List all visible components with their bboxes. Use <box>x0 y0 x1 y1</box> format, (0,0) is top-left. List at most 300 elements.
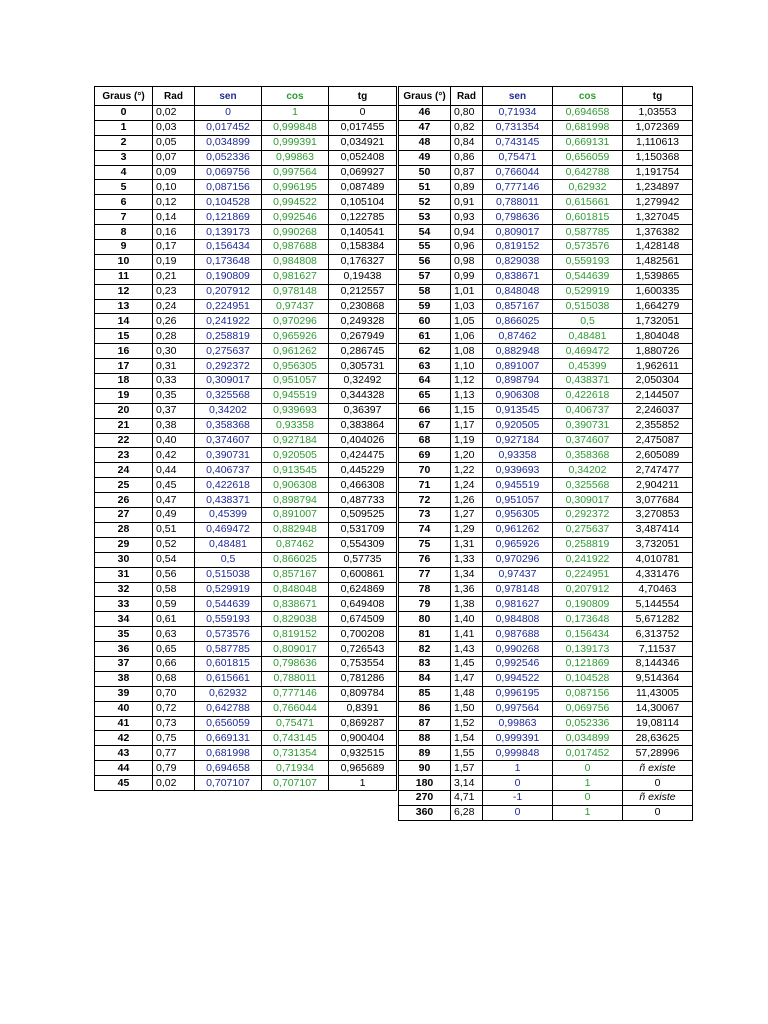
trig-table-right <box>398 86 693 821</box>
cell-cos: 0,981627 <box>262 269 329 284</box>
cell-sen: 0,951057 <box>483 493 553 508</box>
table-row <box>95 269 397 284</box>
cell-cos: 0,573576 <box>553 240 623 255</box>
cell-cos: 0,207912 <box>553 582 623 597</box>
cell-tg: 0,445229 <box>329 463 397 478</box>
cell-tg: 2,475087 <box>623 433 693 448</box>
cell-tg: 0,809784 <box>329 686 397 701</box>
cell-degrees: 89 <box>399 746 451 761</box>
cell-rad: 1,36 <box>451 582 483 597</box>
cell-degrees: 74 <box>399 522 451 537</box>
cell-tg: 57,28996 <box>623 746 693 761</box>
cell-rad: 0,58 <box>153 582 195 597</box>
header-rad: Rad <box>451 87 483 106</box>
cell-degrees: 13 <box>95 299 153 314</box>
cell-cos: 0,829038 <box>262 612 329 627</box>
cell-degrees: 58 <box>399 284 451 299</box>
cell-sen: 0,121869 <box>195 210 262 225</box>
cell-degrees: 30 <box>95 552 153 567</box>
cell-degrees: 40 <box>95 701 153 716</box>
cell-sen: 0,156434 <box>195 240 262 255</box>
table-row <box>95 359 397 374</box>
cell-tg: 1,191754 <box>623 165 693 180</box>
cell-sen: 0,819152 <box>483 240 553 255</box>
cell-sen: 0,990268 <box>483 642 553 657</box>
table-row <box>95 493 397 508</box>
cell-cos: 0,34202 <box>553 463 623 478</box>
cell-tg: 2,355852 <box>623 418 693 433</box>
cell-sen: 0,529919 <box>195 582 262 597</box>
cell-sen: 0,469472 <box>195 522 262 537</box>
cell-sen: 0,587785 <box>195 642 262 657</box>
cell-tg: 1,110613 <box>623 135 693 150</box>
cell-cos: 0,642788 <box>553 165 623 180</box>
cell-sen: 0,984808 <box>483 612 553 627</box>
cell-cos: 0,848048 <box>262 582 329 597</box>
table-row <box>95 418 397 433</box>
cell-rad: 1,31 <box>451 537 483 552</box>
cell-rad: 0,12 <box>153 195 195 210</box>
cell-degrees: 21 <box>95 418 153 433</box>
cell-cos: 0,87462 <box>262 537 329 552</box>
cell-tg: 0,087489 <box>329 180 397 195</box>
cell-tg: 19,08114 <box>623 716 693 731</box>
cell-cos: 0,587785 <box>553 225 623 240</box>
cell-sen: 0,981627 <box>483 597 553 612</box>
cell-cos: 0,669131 <box>553 135 623 150</box>
cell-sen: 0,669131 <box>195 731 262 746</box>
cell-degrees: 47 <box>399 120 451 135</box>
cell-cos: 0,406737 <box>553 403 623 418</box>
cell-tg: 0,900404 <box>329 731 397 746</box>
cell-cos: 0,992546 <box>262 210 329 225</box>
cell-rad: 1,54 <box>451 731 483 746</box>
table-row <box>95 746 397 761</box>
cell-rad: 0,30 <box>153 344 195 359</box>
cell-cos: 0,052336 <box>553 716 623 731</box>
cell-cos: 0,601815 <box>553 210 623 225</box>
cell-degrees: 63 <box>399 359 451 374</box>
cell-degrees: 48 <box>399 135 451 150</box>
cell-tg: 0,212557 <box>329 284 397 299</box>
cell-cos: 0,45399 <box>553 359 623 374</box>
cell-cos: 0,469472 <box>553 344 623 359</box>
cell-degrees: 42 <box>95 731 153 746</box>
cell-cos: 1 <box>553 805 623 820</box>
cell-sen: 0,190809 <box>195 269 262 284</box>
cell-degrees: 62 <box>399 344 451 359</box>
cell-cos: 0,034899 <box>553 731 623 746</box>
cell-degrees: 79 <box>399 597 451 612</box>
cell-tg: 0,965689 <box>329 761 397 776</box>
cell-tg: 2,144507 <box>623 388 693 403</box>
cell-tg: 0,753554 <box>329 656 397 671</box>
table-row <box>399 627 693 642</box>
table-row <box>399 448 693 463</box>
cell-cos: 0,292372 <box>553 508 623 523</box>
cell-sen: 0,93358 <box>483 448 553 463</box>
cell-sen: 0,224951 <box>195 299 262 314</box>
table-row <box>95 433 397 448</box>
cell-degrees: 46 <box>399 106 451 121</box>
cell-rad: 1,47 <box>451 671 483 686</box>
cell-cos: 0,374607 <box>553 433 623 448</box>
cell-cos: 0,156434 <box>553 627 623 642</box>
cell-sen: 0,069756 <box>195 165 262 180</box>
cell-rad: 0,61 <box>153 612 195 627</box>
cell-rad: 0,28 <box>153 329 195 344</box>
cell-degrees: 27 <box>95 508 153 523</box>
cell-tg: 11,43005 <box>623 686 693 701</box>
cell-degrees: 73 <box>399 508 451 523</box>
table-row <box>399 403 693 418</box>
cell-rad: 1,08 <box>451 344 483 359</box>
table-row <box>399 284 693 299</box>
table-row <box>95 508 397 523</box>
cell-rad: 0,94 <box>451 225 483 240</box>
table-row <box>399 805 693 820</box>
cell-cos: 0,173648 <box>553 612 623 627</box>
cell-tg: 1,072369 <box>623 120 693 135</box>
cell-rad: 0,75 <box>153 731 195 746</box>
cell-sen: 0,422618 <box>195 478 262 493</box>
cell-degrees: 52 <box>399 195 451 210</box>
cell-sen: 0,87462 <box>483 329 553 344</box>
cell-tg: 1,539865 <box>623 269 693 284</box>
cell-cos: 0,866025 <box>262 552 329 567</box>
cell-degrees: 16 <box>95 344 153 359</box>
table-row <box>95 582 397 597</box>
cell-rad: 0,68 <box>153 671 195 686</box>
cell-rad: 0,59 <box>153 597 195 612</box>
cell-cos: 0 <box>553 790 623 805</box>
cell-tg: 0,105104 <box>329 195 397 210</box>
cell-cos: 0,951057 <box>262 374 329 389</box>
cell-cos: 0,731354 <box>262 746 329 761</box>
cell-rad: 0,02 <box>153 106 195 121</box>
cell-tg: 0,383864 <box>329 418 397 433</box>
cell-sen: 0,34202 <box>195 403 262 418</box>
table-row <box>399 418 693 433</box>
cell-cos: 0,694658 <box>553 106 623 121</box>
cell-cos: 0,438371 <box>553 374 623 389</box>
table-row <box>399 731 693 746</box>
table-row <box>399 701 693 716</box>
table-row <box>399 299 693 314</box>
cell-sen: 0,731354 <box>483 120 553 135</box>
cell-rad: 0,98 <box>451 254 483 269</box>
cell-rad: 3,14 <box>451 776 483 791</box>
table-row <box>95 522 397 537</box>
cell-cos: 1 <box>262 106 329 121</box>
cell-sen: 0,882948 <box>483 344 553 359</box>
cell-cos: 0,766044 <box>262 701 329 716</box>
cell-tg: 0,017455 <box>329 120 397 135</box>
cell-tg: 1 <box>329 776 397 791</box>
table-row <box>399 240 693 255</box>
table-row <box>399 537 693 552</box>
cell-sen: 0,207912 <box>195 284 262 299</box>
cell-cos: 0,984808 <box>262 254 329 269</box>
table-row <box>95 731 397 746</box>
cell-sen: 0,173648 <box>195 254 262 269</box>
table-row <box>95 761 397 776</box>
cell-tg: 1,664279 <box>623 299 693 314</box>
table-row <box>399 746 693 761</box>
cell-sen: 0,920505 <box>483 418 553 433</box>
cell-degrees: 90 <box>399 761 451 776</box>
cell-rad: 1,24 <box>451 478 483 493</box>
table-row <box>95 344 397 359</box>
cell-rad: 1,27 <box>451 508 483 523</box>
cell-degrees: 38 <box>95 671 153 686</box>
cell-cos: 0,75471 <box>262 716 329 731</box>
cell-sen: 0,891007 <box>483 359 553 374</box>
cell-cos: 0,93358 <box>262 418 329 433</box>
cell-tg: 28,63625 <box>623 731 693 746</box>
table-row <box>95 567 397 582</box>
cell-cos: 0,139173 <box>553 642 623 657</box>
cell-rad: 1,45 <box>451 656 483 671</box>
cell-cos: 0,819152 <box>262 627 329 642</box>
cell-tg: 1,600335 <box>623 284 693 299</box>
table-row <box>95 597 397 612</box>
cell-rad: 0,82 <box>451 120 483 135</box>
table-row <box>95 195 397 210</box>
cell-rad: 4,71 <box>451 790 483 805</box>
cell-degrees: 53 <box>399 210 451 225</box>
header-tg: tg <box>329 87 397 106</box>
cell-sen: 0,309017 <box>195 374 262 389</box>
cell-rad: 0,47 <box>153 493 195 508</box>
cell-degrees: 18 <box>95 374 153 389</box>
cell-tg: 0,424475 <box>329 448 397 463</box>
cell-rad: 1,12 <box>451 374 483 389</box>
cell-cos: 0,069756 <box>553 701 623 716</box>
table-row <box>399 463 693 478</box>
cell-cos: 0,104528 <box>553 671 623 686</box>
cell-rad: 0,45 <box>153 478 195 493</box>
cell-degrees: 32 <box>95 582 153 597</box>
cell-cos: 0,743145 <box>262 731 329 746</box>
cell-tg: 5,671282 <box>623 612 693 627</box>
cell-sen: 0,913545 <box>483 403 553 418</box>
cell-rad: 1,29 <box>451 522 483 537</box>
cell-tg: 1,804048 <box>623 329 693 344</box>
cell-degrees: 25 <box>95 478 153 493</box>
cell-tg: 14,30067 <box>623 701 693 716</box>
cell-rad: 0,93 <box>451 210 483 225</box>
cell-tg: 4,331476 <box>623 567 693 582</box>
cell-tg: 0,8391 <box>329 701 397 716</box>
cell-rad: 0,05 <box>153 135 195 150</box>
cell-rad: 0,96 <box>451 240 483 255</box>
cell-degrees: 64 <box>399 374 451 389</box>
cell-sen: 0,5 <box>195 552 262 567</box>
cell-sen: 0,017452 <box>195 120 262 135</box>
cell-sen: 0,275637 <box>195 344 262 359</box>
cell-degrees: 7 <box>95 210 153 225</box>
table-row <box>95 135 397 150</box>
table-row <box>95 150 397 165</box>
cell-tg: 0,869287 <box>329 716 397 731</box>
cell-rad: 0,07 <box>153 150 195 165</box>
cell-sen: 0,766044 <box>483 165 553 180</box>
table-row <box>399 776 693 791</box>
cell-degrees: 71 <box>399 478 451 493</box>
cell-cos: 0,939693 <box>262 403 329 418</box>
table-row <box>95 180 397 195</box>
header-cos: cos <box>553 87 623 106</box>
table-body-left <box>95 106 397 791</box>
cell-rad: 0,24 <box>153 299 195 314</box>
cell-sen: 1 <box>483 761 553 776</box>
cell-tg: 0 <box>329 106 397 121</box>
cell-tg: 0,305731 <box>329 359 397 374</box>
cell-rad: 1,33 <box>451 552 483 567</box>
cell-tg: 4,70463 <box>623 582 693 597</box>
cell-degrees: 72 <box>399 493 451 508</box>
cell-sen: 0,681998 <box>195 746 262 761</box>
cell-degrees: 3 <box>95 150 153 165</box>
cell-sen: 0,087156 <box>195 180 262 195</box>
cell-cos: 0,970296 <box>262 314 329 329</box>
cell-degrees: 34 <box>95 612 153 627</box>
cell-rad: 1,40 <box>451 612 483 627</box>
cell-sen: 0,927184 <box>483 433 553 448</box>
cell-sen: 0,866025 <box>483 314 553 329</box>
cell-degrees: 44 <box>95 761 153 776</box>
cell-tg: ñ existe <box>623 761 693 776</box>
cell-degrees: 17 <box>95 359 153 374</box>
cell-tg: 4,010781 <box>623 552 693 567</box>
cell-sen: 0,052336 <box>195 150 262 165</box>
cell-sen: 0,970296 <box>483 552 553 567</box>
cell-cos: 0,656059 <box>553 150 623 165</box>
table-row <box>399 716 693 731</box>
cell-rad: 1,38 <box>451 597 483 612</box>
cell-sen: 0,848048 <box>483 284 553 299</box>
cell-degrees: 70 <box>399 463 451 478</box>
cell-rad: 1,10 <box>451 359 483 374</box>
header-degrees: Graus (°) <box>399 87 451 106</box>
table-row <box>399 522 693 537</box>
cell-tg: 7,11537 <box>623 642 693 657</box>
cell-tg: 0,466308 <box>329 478 397 493</box>
cell-tg: 1,962611 <box>623 359 693 374</box>
cell-tg: 0,531709 <box>329 522 397 537</box>
cell-degrees: 55 <box>399 240 451 255</box>
table-row <box>399 642 693 657</box>
trig-table-page <box>94 86 692 838</box>
cell-tg: 0,32492 <box>329 374 397 389</box>
cell-rad: 0,38 <box>153 418 195 433</box>
cell-cos: 0,798636 <box>262 656 329 671</box>
cell-degrees: 81 <box>399 627 451 642</box>
cell-rad: 0,10 <box>153 180 195 195</box>
cell-sen: 0,694658 <box>195 761 262 776</box>
cell-cos: 0,996195 <box>262 180 329 195</box>
table-row <box>95 210 397 225</box>
cell-degrees: 69 <box>399 448 451 463</box>
cell-cos: 0,5 <box>553 314 623 329</box>
table-row <box>399 329 693 344</box>
cell-tg: 0,19438 <box>329 269 397 284</box>
cell-cos: 0,978148 <box>262 284 329 299</box>
cell-sen: 0,374607 <box>195 433 262 448</box>
cell-degrees: 87 <box>399 716 451 731</box>
cell-degrees: 180 <box>399 776 451 791</box>
header-sen: sen <box>483 87 553 106</box>
header-tg: tg <box>623 87 693 106</box>
cell-tg: 1,234897 <box>623 180 693 195</box>
cell-sen: 0 <box>483 776 553 791</box>
table-row <box>399 478 693 493</box>
cell-rad: 0,31 <box>153 359 195 374</box>
cell-degrees: 37 <box>95 656 153 671</box>
cell-sen: 0,956305 <box>483 508 553 523</box>
cell-degrees: 20 <box>95 403 153 418</box>
cell-degrees: 270 <box>399 790 451 805</box>
cell-cos: 0,615661 <box>553 195 623 210</box>
cell-rad: 0,17 <box>153 240 195 255</box>
cell-degrees: 9 <box>95 240 153 255</box>
cell-rad: 0,77 <box>153 746 195 761</box>
cell-degrees: 26 <box>95 493 153 508</box>
header-cos: cos <box>262 87 329 106</box>
cell-tg: 1,732051 <box>623 314 693 329</box>
cell-tg: 1,327045 <box>623 210 693 225</box>
cell-degrees: 6 <box>95 195 153 210</box>
cell-cos: 0,358368 <box>553 448 623 463</box>
cell-tg: 0,034921 <box>329 135 397 150</box>
table-row <box>399 120 693 135</box>
cell-sen: 0,48481 <box>195 537 262 552</box>
table-row <box>95 299 397 314</box>
cell-tg: 2,904211 <box>623 478 693 493</box>
table-row <box>399 508 693 523</box>
cell-sen: 0,292372 <box>195 359 262 374</box>
cell-tg: 0 <box>623 776 693 791</box>
cell-tg: 0,487733 <box>329 493 397 508</box>
cell-cos: 0,956305 <box>262 359 329 374</box>
cell-cos: 0,788011 <box>262 671 329 686</box>
cell-sen: 0,139173 <box>195 225 262 240</box>
cell-degrees: 35 <box>95 627 153 642</box>
table-row <box>95 254 397 269</box>
cell-rad: 0,72 <box>153 701 195 716</box>
cell-cos: 0,777146 <box>262 686 329 701</box>
cell-cos: 0,71934 <box>262 761 329 776</box>
cell-cos: 0,913545 <box>262 463 329 478</box>
cell-cos: 0,515038 <box>553 299 623 314</box>
cell-rad: 1,52 <box>451 716 483 731</box>
cell-rad: 1,17 <box>451 418 483 433</box>
cell-tg: 0,781286 <box>329 671 397 686</box>
cell-cos: 0,997564 <box>262 165 329 180</box>
cell-degrees: 39 <box>95 686 153 701</box>
cell-degrees: 8 <box>95 225 153 240</box>
cell-degrees: 14 <box>95 314 153 329</box>
table-row <box>95 478 397 493</box>
table-row <box>399 552 693 567</box>
cell-sen: 0,838671 <box>483 269 553 284</box>
cell-rad: 1,50 <box>451 701 483 716</box>
cell-tg: 2,246037 <box>623 403 693 418</box>
cell-cos: 0,121869 <box>553 656 623 671</box>
cell-degrees: 36 <box>95 642 153 657</box>
cell-rad: 0,23 <box>153 284 195 299</box>
